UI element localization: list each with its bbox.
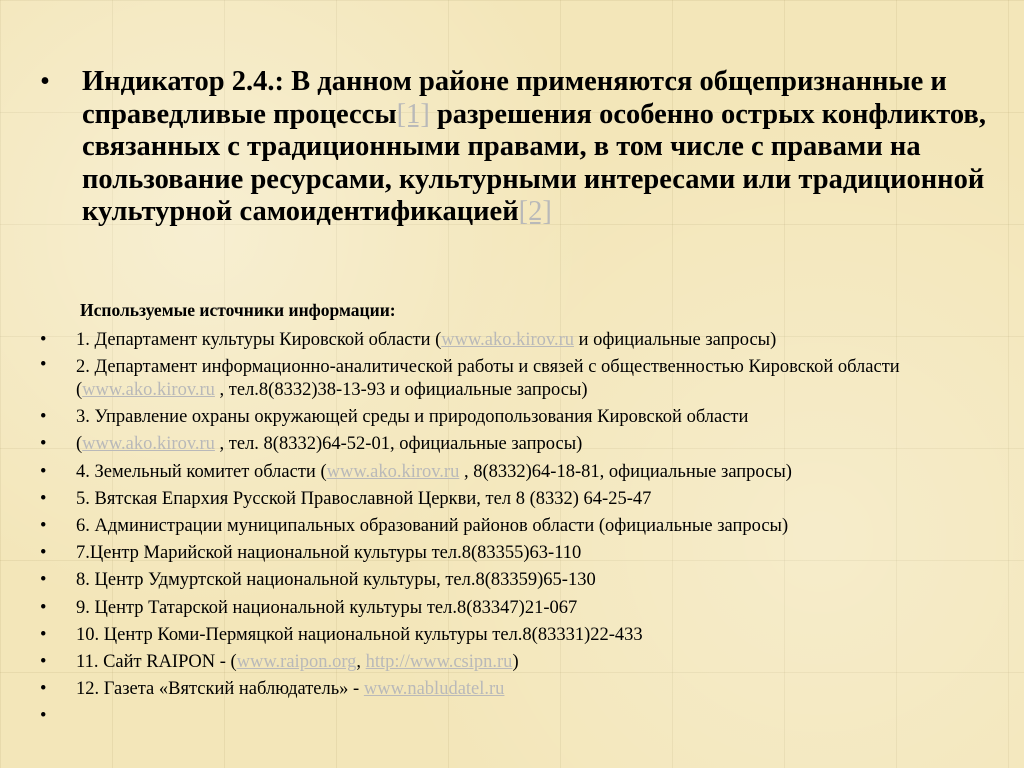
source-text: 8. Центр Удмуртской национальной культуры, тел.8(83359)65-130 — [76, 570, 596, 591]
source-text: 12. Газета «Вятский наблюдатель» - — [76, 679, 364, 700]
bullet: • — [40, 597, 47, 618]
source-text: 9. Центр Татарской национальной культуры тел.8(83347)21-067 — [76, 597, 578, 618]
source-link[interactable]: www.raipon.org — [236, 652, 357, 673]
indicator-list — [40, 66, 1010, 229]
source-text: ( — [76, 434, 83, 455]
source-item-4 — [40, 459, 1020, 486]
bullet: • — [40, 407, 47, 428]
source-link[interactable]: www.ako.kirov.ru — [82, 380, 215, 401]
bullet: • — [40, 66, 50, 97]
source-item-12 — [40, 676, 1020, 703]
sources-list — [40, 327, 1020, 727]
source-text-post: , тел. 8(8332)64-52-01, официальные запросы) — [214, 434, 583, 455]
source-text-post: и официальные запросы) — [574, 330, 777, 350]
footnote-ref-1[interactable]: [1] — [396, 98, 430, 130]
source-item-3 — [40, 404, 1020, 431]
source-link-2[interactable]: http://www.csipn.ru — [365, 652, 513, 673]
source-text-mid: , — [356, 652, 366, 673]
indicator-text-continued: разрешения особенно острых конфликтов, связанных с традиционными правами, в том числе с правами на пользование ресурсами, культурными интересами или традиционной культурной самоидентификацией — [82, 98, 986, 228]
bullet: • — [40, 461, 47, 482]
indicator-item — [40, 66, 1010, 229]
source-text-post: , 8(8332)64-18-81, официальные запросы) — [459, 461, 792, 482]
source-text: 10. Центр Коми-Пермяцкой национальной культуры тел.8(83331)22-433 — [76, 624, 643, 645]
source-link[interactable]: www.nabludatel.ru — [363, 679, 505, 700]
bullet: • — [40, 355, 47, 376]
source-link[interactable]: www.ako.kirov.ru — [326, 461, 460, 482]
bullet: • — [40, 706, 47, 727]
source-text: 1. Департамент культуры Кировской области ( — [76, 330, 442, 350]
source-item-9 — [40, 595, 1020, 622]
source-link[interactable]: www.ako.kirov.ru — [441, 330, 575, 350]
source-text: 7.Центр Марийской национальной культуры тел.8(83355)63-110 — [76, 543, 582, 564]
source-text: 11. Сайт RAIPON - ( — [76, 652, 237, 673]
sources-title: Используемые источники информации: — [80, 300, 396, 320]
bullet: • — [40, 624, 47, 645]
source-text: 3. Управление охраны окружающей среды и природопользования Кировской области — [76, 407, 749, 428]
bullet: • — [40, 330, 47, 350]
source-text: 6. Администрации муниципальных образований районов области (официальные запросы) — [76, 516, 789, 537]
source-link[interactable]: www.ako.kirov.ru — [82, 434, 215, 455]
indicator-text: Индикатор 2.4.: В данном районе применяются общепризнанные и справедливые процессы — [82, 66, 947, 130]
source-item-8 — [40, 567, 1020, 594]
bullet: • — [40, 488, 47, 509]
source-item-5 — [40, 486, 1020, 513]
footnote-ref-2[interactable]: [2] — [518, 196, 552, 228]
source-item-11 — [40, 649, 1020, 676]
source-item-6 — [40, 513, 1020, 540]
source-item-1 — [40, 327, 1020, 354]
bullet: • — [40, 543, 47, 564]
bullet: • — [40, 570, 47, 591]
source-item-2 — [40, 354, 1020, 404]
source-text-post: , тел.8(8332)38-13-93 и официальные запросы) — [214, 380, 588, 401]
source-item-3-contact — [40, 431, 1020, 458]
source-text: 4. Земельный комитет области ( — [76, 461, 327, 482]
source-text: 2. Департамент информационно-аналитической работы и связей с общественностью Кировской области ( — [76, 357, 900, 401]
source-text-post: ) — [512, 652, 519, 673]
bullet: • — [40, 516, 47, 537]
source-text: 5. Вятская Епархия Русской Православной Церкви, тел 8 (8332) 64-25-47 — [76, 488, 652, 509]
bullet: • — [40, 434, 47, 455]
source-item-10 — [40, 622, 1020, 649]
bullet: • — [40, 679, 47, 700]
source-item-7 — [40, 540, 1020, 567]
bullet: • — [40, 652, 47, 673]
